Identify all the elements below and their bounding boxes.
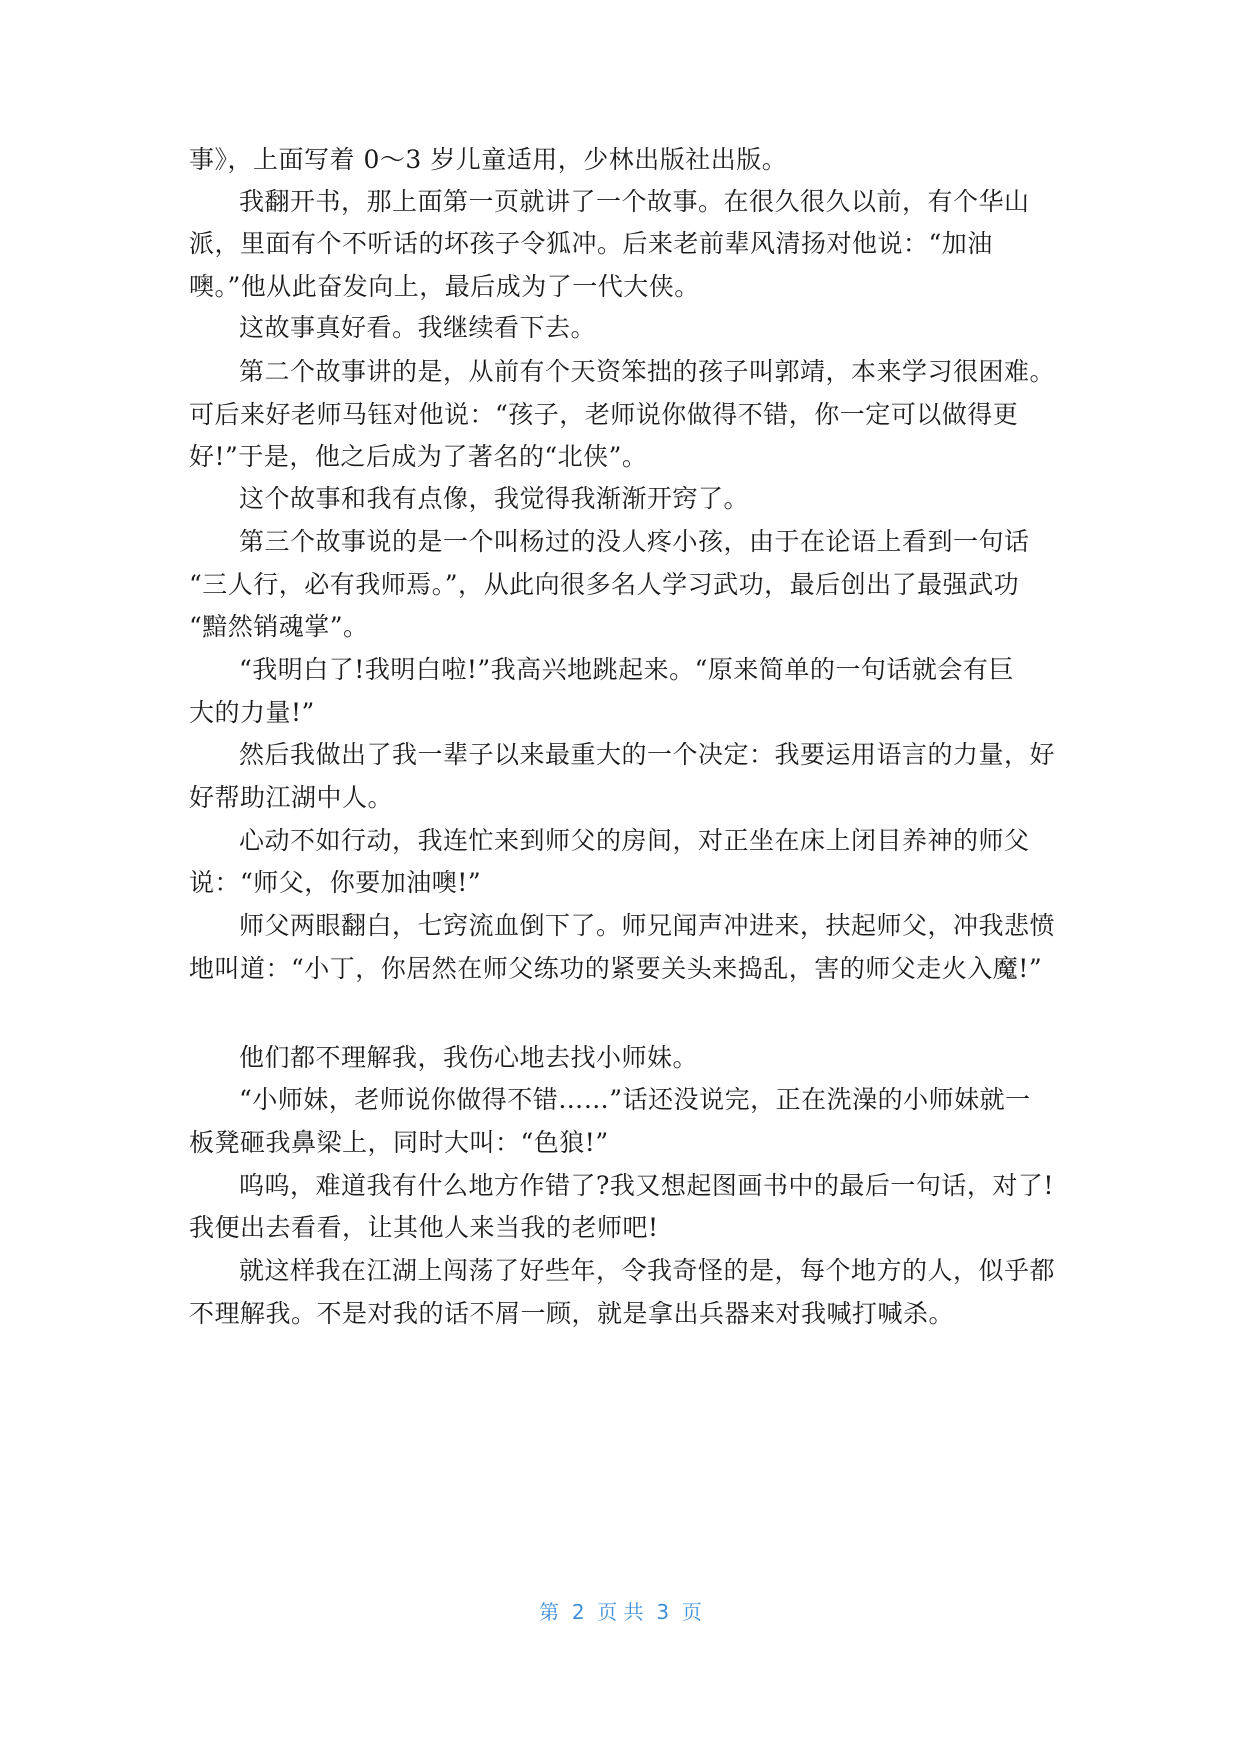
text-line: 第二个故事讲的是，从前有个天资笨拙的孩子叫郭靖，本来学习很困难。 (239, 357, 1056, 386)
text-line: 大的力量!” (189, 698, 315, 727)
text-line: 说：“师父，你要加油噢!” (189, 868, 482, 897)
text-line: “我明白了!我明白啦!”我高兴地跳起来。“原来简单的一句话就会有巨 (239, 655, 1014, 684)
text-line: 可后来好老师马钰对他说：“孩子，老师说你做得不错，你一定可以做得更 (189, 400, 1019, 429)
text-line: 派，里面有个不听话的坏孩子令狐冲。后来老前辈风清扬对他说：“加油 (189, 229, 993, 258)
text-line: “三人行，必有我师焉。”，从此向很多名人学习武功，最后创出了最强武功 (189, 570, 1020, 599)
text-line: 我翻开书，那上面第一页就讲了一个故事。在很久很久以前，有个华山 (239, 187, 1030, 216)
text-line: 这个故事和我有点像，我觉得我渐渐开窍了。 (239, 484, 750, 513)
text-line: “黯然销魂掌”。 (189, 612, 369, 641)
text-line: 好帮助江湖中人。 (189, 783, 394, 812)
text-line: 我便出去看看，让其他人来当我的老师吧! (189, 1213, 659, 1242)
text-line: 不理解我。不是对我的话不屑一顾，就是拿出兵器来对我喊打喊杀。 (189, 1299, 955, 1328)
text-line: 呜呜，难道我有什么地方作错了?我又想起图画书中的最后一句话，对了! (239, 1171, 1054, 1200)
text-line: 板凳砸我鼻梁上，同时大叫：“色狼!” (189, 1128, 609, 1157)
text-line: “小师妹，老师说你做得不错……”话还没说完，正在洗澡的小师妹就一 (239, 1085, 1031, 1114)
text-line: 地叫道：“小丁，你居然在师父练功的紧要关头来捣乱，害的师父走火入魔!” (189, 954, 1043, 983)
page-footer: 第 2 页 共 3 页 (539, 1600, 702, 1624)
text-line: 他们都不理解我，我伤心地去找小师妹。 (239, 1043, 699, 1072)
text-line: 噢。”他从此奋发向上，最后成为了一代大侠。 (189, 272, 700, 301)
text-line: 第三个故事说的是一个叫杨过的没人疼小孩，由于在论语上看到一句话 (239, 527, 1030, 556)
text-line: 这故事真好看。我继续看下去。 (239, 313, 597, 342)
text-line: 就这样我在江湖上闯荡了好些年，令我奇怪的是，每个地方的人，似乎都 (239, 1256, 1056, 1285)
text-line: 心动不如行动，我连忙来到师父的房间，对正坐在床上闭目养神的师父 (239, 826, 1030, 855)
text-line: 师父两眼翻白，七窍流血倒下了。师兄闻声冲进来，扶起师父，冲我悲愤 (239, 911, 1056, 940)
text-line: 好!”于是，他之后成为了著名的“北侠”。 (189, 442, 648, 471)
text-line: 事》，上面写着 0～3 岁儿童适用，少林出版社出版。 (189, 145, 788, 174)
text-line: 然后我做出了我一辈子以来最重大的一个决定：我要运用语言的力量，好 (239, 740, 1056, 769)
